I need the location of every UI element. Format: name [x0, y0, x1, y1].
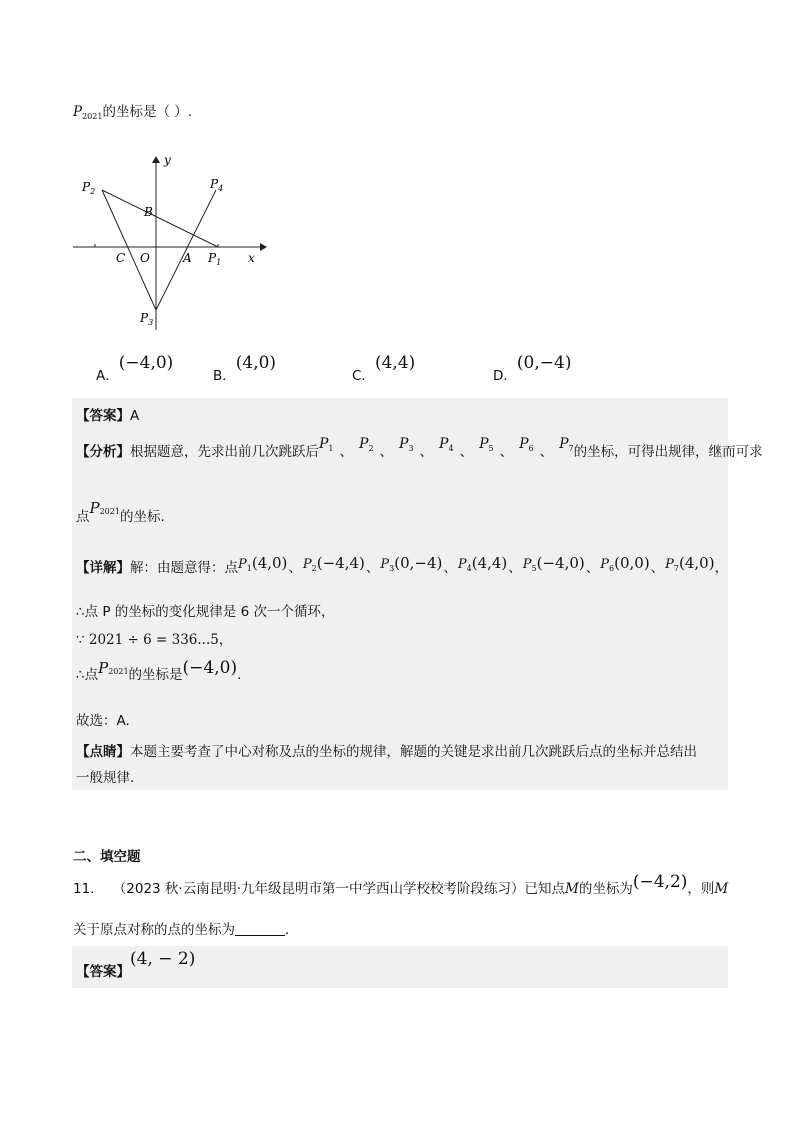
- analysis-point-1: $P_1$: [319, 436, 334, 453]
- math-var: M: [565, 881, 579, 897]
- analysis-line2: [76, 499, 165, 526]
- comment-line2: [76, 766, 134, 786]
- detail-points: $P_1(4,0)$、$P_2(-4,4)$、$P_3(0,-4)$、$P_4(4,4)$、$P_5(-4,0)$、$P_6(0,0)$、$P_7(4,0)$: [238, 554, 715, 576]
- result-line: [76, 658, 242, 684]
- label-o: O: [140, 251, 150, 265]
- label-p3: $P_3$: [140, 311, 154, 327]
- option-c: [352, 352, 416, 384]
- text: 的坐标.: [119, 509, 165, 525]
- analysis-tag: 【分析】: [76, 444, 130, 460]
- text: 故选：A.: [76, 713, 130, 729]
- detail-point-2: $P_2(-4,4)$: [302, 554, 365, 573]
- cycle-line: [76, 600, 334, 620]
- question-number: 11.: [73, 881, 95, 897]
- text: ∵ 2021 ÷ 6 = 336...5，: [76, 632, 233, 648]
- detail-point-1: $P_1(4,0)$: [238, 554, 288, 573]
- text: 的坐标为: [578, 881, 633, 897]
- answer-tag: 【答案】: [76, 408, 130, 424]
- text: 一般规律.: [76, 770, 135, 786]
- q11-line: [73, 872, 729, 898]
- text: 关于原点对称的点的坐标为: [73, 922, 235, 938]
- label-p4: $P_4$: [210, 177, 224, 193]
- detail-point-5: $P_5(-4,0)$: [522, 554, 585, 573]
- analysis-point-7: $P_7$: [559, 436, 574, 453]
- label-p2: $P_2$: [82, 180, 96, 196]
- label-a: A: [183, 251, 192, 265]
- option-value: (4,4): [374, 353, 416, 373]
- option-letter: D．: [493, 368, 517, 384]
- question-stem: [73, 100, 192, 121]
- label-p1: $P_1$: [208, 251, 222, 267]
- point-label: P: [89, 499, 100, 517]
- question-source: （2023 秋·云南昆明·九年级昆明市第一中学西山学校校考阶段练习）已知点: [112, 881, 566, 897]
- coordinate-figure: [70, 150, 270, 335]
- text: 的坐标是: [128, 667, 183, 683]
- label-x: x: [248, 251, 255, 265]
- analysis-point-4: $P_4$: [439, 436, 454, 453]
- answer-tag: 【答案】: [76, 964, 130, 980]
- choose-line: [76, 709, 130, 729]
- analysis-text-post: 的坐标，可得出规律，继而可求: [573, 444, 763, 460]
- option-value: (−4,0): [118, 353, 174, 373]
- section-heading: 二、填空题: [73, 849, 141, 865]
- q11-line2: [73, 918, 289, 938]
- stem-text: 的坐标是（ ）.: [102, 104, 193, 120]
- option-letter: B．: [213, 368, 236, 384]
- analysis-point-2: $P_2$: [359, 436, 374, 453]
- label-c: C: [116, 251, 126, 265]
- label-y: y: [164, 153, 171, 167]
- text: .: [285, 922, 290, 938]
- option-value: (0,−4): [516, 353, 572, 373]
- analysis-point-3: $P_3$: [399, 436, 414, 453]
- point-label: P: [73, 104, 83, 120]
- text: ∴点: [76, 667, 99, 683]
- line-p2-p1: [102, 190, 218, 247]
- text: .: [237, 667, 242, 683]
- q11-answer: [76, 949, 196, 981]
- option-letter: C．: [352, 368, 375, 384]
- analysis-point-5: $P_5$: [479, 436, 494, 453]
- detail-point-3: $P_3(0,-4)$: [380, 554, 443, 573]
- subscript: 2021: [99, 507, 120, 516]
- text: ，则: [687, 881, 715, 897]
- detail-point-6: $P_6(0,0)$: [600, 554, 650, 573]
- detail-text: 解：由题意得：点: [130, 560, 238, 576]
- text: 本题主要考查了中心对称及点的坐标的规律，解题的关键是求出前几次跳跃后点的坐标并总结出: [130, 744, 697, 760]
- detail-tag: 【详解】: [76, 560, 130, 576]
- x-axis-arrow: [260, 243, 267, 251]
- text: ，: [714, 560, 729, 576]
- option-value: (4,0): [235, 353, 277, 373]
- math-var: M: [714, 881, 729, 897]
- option-letter: A．: [96, 368, 119, 384]
- option-b: [213, 352, 277, 384]
- answer-line: [76, 404, 139, 424]
- detail-point-7: $P_7(4,0)$: [665, 554, 715, 573]
- option-d: [493, 352, 572, 384]
- subscript: 2021: [108, 667, 129, 676]
- comment-tag: 【点睛】: [76, 744, 130, 760]
- analysis-points: $P_1$ 、 $P_2$ 、 $P_3$ 、 $P_4$ 、 $P_5$ 、 $P_6$ 、 $P_7$: [319, 436, 574, 460]
- answer-value: (4, − 2): [130, 949, 196, 969]
- analysis-text: 根据题意，先求出前几次跳跃后: [130, 444, 319, 460]
- subscript: 2021: [82, 112, 103, 121]
- detail-line: [76, 556, 728, 577]
- y-axis-arrow: [152, 156, 160, 163]
- analysis-line: [76, 436, 763, 461]
- calc-line: [76, 628, 232, 648]
- text: 点: [76, 509, 90, 525]
- text: ∴点 P 的坐标的变化规律是 6 次一个循环，: [76, 604, 335, 620]
- answer-blank[interactable]: [235, 921, 285, 936]
- point-value: (−4,2): [632, 872, 688, 892]
- detail-point-4: $P_4(4,4)$: [457, 554, 508, 573]
- analysis-point-6: $P_6$: [519, 436, 534, 453]
- line-p3-p4: [156, 190, 216, 310]
- option-a: [96, 352, 174, 384]
- label-b: B: [144, 205, 153, 219]
- point-label: P: [98, 659, 109, 677]
- answer-value: A: [130, 408, 140, 424]
- result-value: (−4,0): [182, 658, 238, 678]
- comment-line: [76, 740, 697, 760]
